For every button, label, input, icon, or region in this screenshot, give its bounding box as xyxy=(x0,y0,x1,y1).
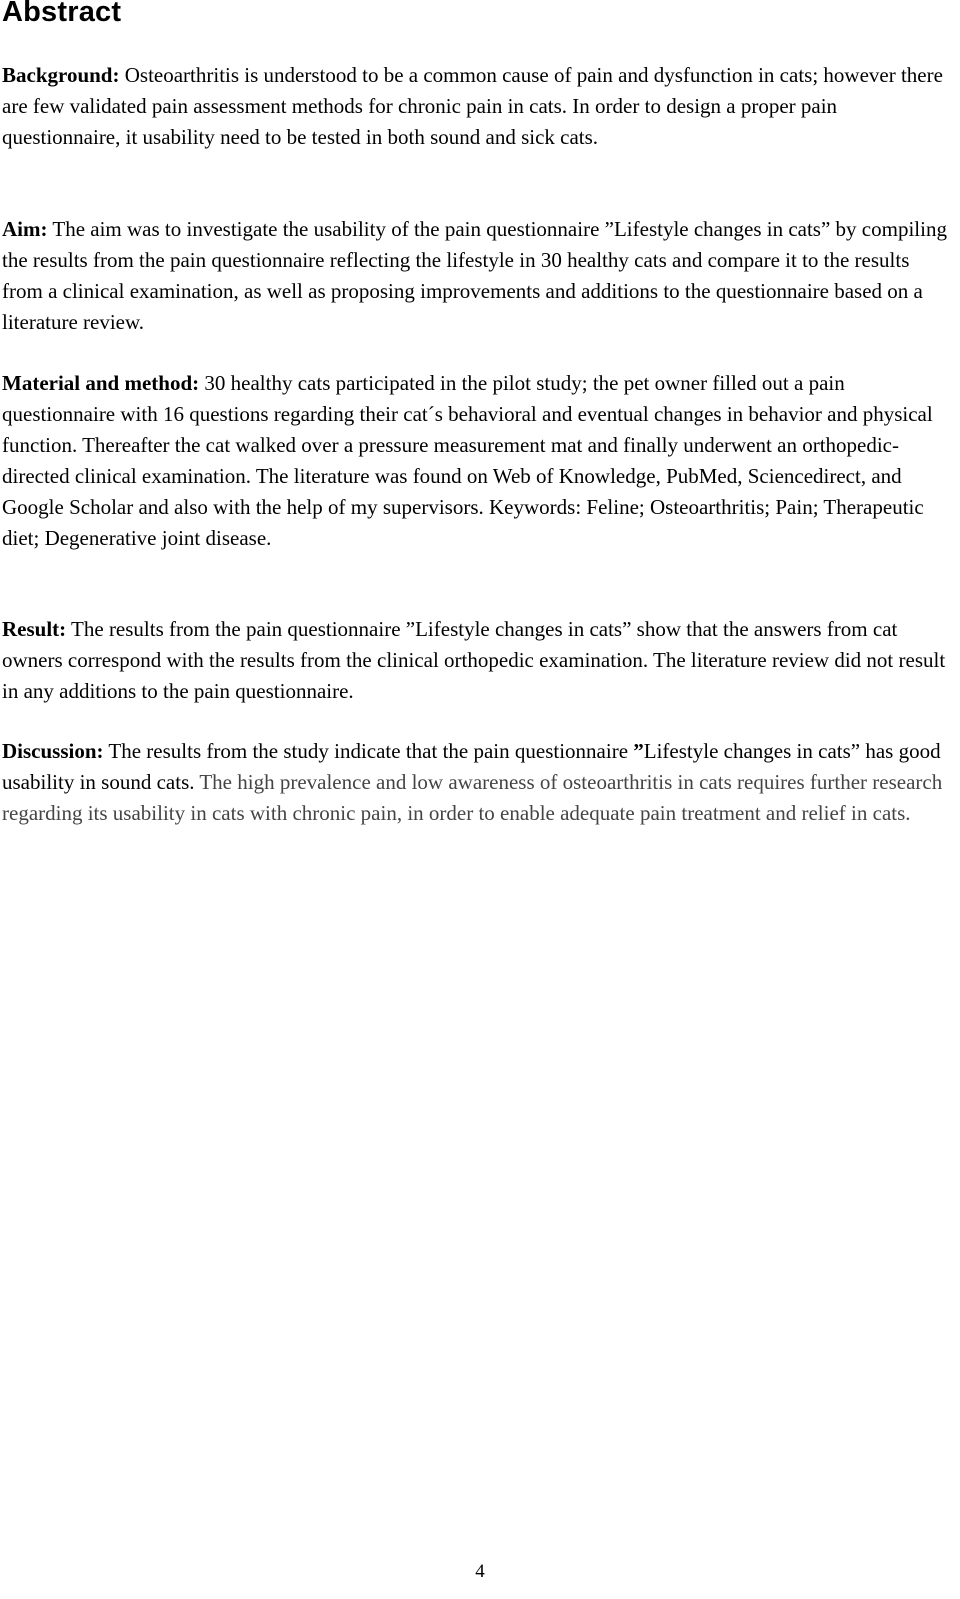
discussion-text-part2: Lifestyle changes in cats” has good usability in sound cats. xyxy=(2,739,941,794)
background-label: Background: xyxy=(2,63,120,87)
discussion-quote-open: ” xyxy=(633,739,644,763)
discussion-label: Discussion: xyxy=(2,739,104,763)
aim-label: Aim: xyxy=(2,217,48,241)
result-label: Result: xyxy=(2,617,67,641)
aim-paragraph xyxy=(2,214,954,338)
discussion-paragraph xyxy=(2,736,954,829)
background-text: Osteoarthritis is understood to be a common cause of pain and dysfunction in cats; however there are few validated pain assessment methods for chronic pain in cats. In order to design a proper pain questionnaire, it usability need to be tested in both sound and sick cats. xyxy=(2,63,943,149)
discussion-text-part3: The high prevalence and low awareness of osteoarthritis in cats requires further research regarding its usability in cats with chronic pain, in order to enable adequate pain treatment and relief in cats. xyxy=(2,770,943,825)
method-text: 30 healthy cats participated in the pilot study; the pet owner filled out a pain questionnaire with 16 questions regarding their cat´s behavioral and eventual changes in behavior and physical function. Thereafter the cat walked over a pressure measurement mat and finally underwent an orthopedic-directed clinical examination. The literature was found on Web of Knowledge, PubMed, Sciencedirect, and Google Scholar and also with the help of my supervisors. Keywords: Feline; Osteoarthritis; Pain; Therapeutic diet; Degenerative joint disease. xyxy=(2,371,933,550)
abstract-heading: Abstract xyxy=(2,0,122,28)
result-text: The results from the pain questionnaire ”Lifestyle changes in cats” show that the answers from cat owners correspond with the results from the clinical orthopedic examination. The literature review did not result in any additions to the pain questionnaire. xyxy=(2,617,946,703)
method-label: Material and method: xyxy=(2,371,200,395)
method-paragraph xyxy=(2,368,954,554)
result-paragraph xyxy=(2,614,954,707)
discussion-text-part1: The results from the study indicate that the pain questionnaire xyxy=(103,739,634,763)
page-number: 4 xyxy=(475,1561,485,1582)
background-paragraph xyxy=(2,60,954,153)
aim-text: The aim was to investigate the usability of the pain questionnaire ”Lifestyle changes in cats” by compiling the results from the pain questionnaire reflecting the lifestyle in 30 healthy cats and compare it to the results from a clinical examination, as well as proposing improvements and additions to the questionnaire based on a literature review. xyxy=(2,217,947,334)
